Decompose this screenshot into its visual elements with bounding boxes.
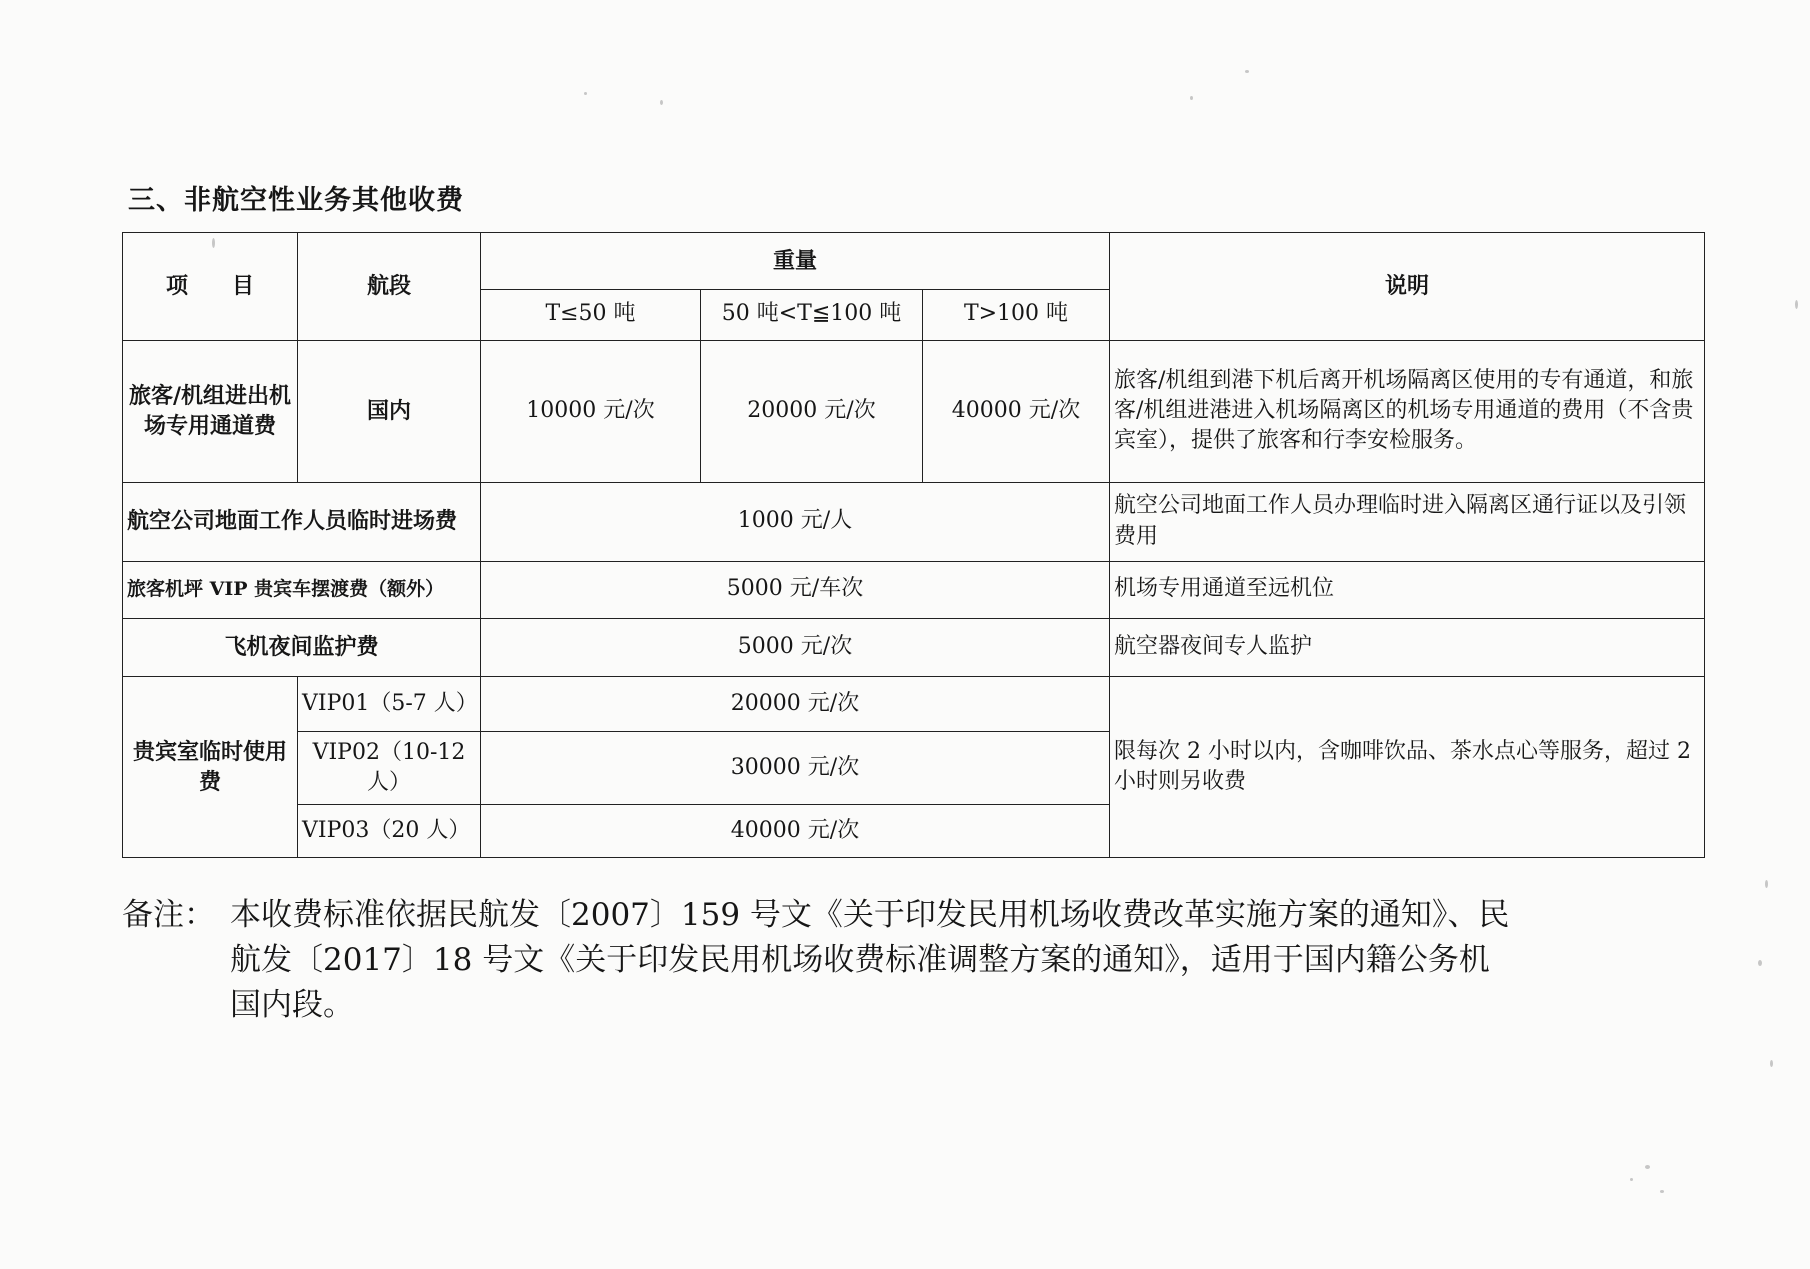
- remark-line: 本收费标准依据民航发〔2007〕159 号文《关于印发民用机场收费改革实施方案的通知》、民: [230, 897, 1510, 933]
- vip-room-value: 30000 元/次: [481, 732, 1110, 805]
- header-note: 说明: [1110, 233, 1705, 341]
- scan-speck: [1758, 960, 1762, 966]
- scan-speck: [660, 100, 663, 105]
- header-item: 项 目: [123, 233, 298, 341]
- table-row: [123, 482, 1705, 561]
- table-row: [123, 677, 1705, 732]
- scan-speck: [1660, 1190, 1664, 1193]
- scan-speck: [1770, 1060, 1773, 1067]
- scan-speck: [1795, 300, 1798, 309]
- header-weight-tier-3: T>100 吨: [923, 289, 1110, 340]
- fee-item-name: 航空公司地面工作人员临时进场费: [123, 482, 481, 561]
- remark-line: 航发〔2017〕18 号文《关于印发民用机场收费标准调整方案的通知》，适用于国内籍公务机: [230, 942, 1490, 978]
- fee-item-name: 飞机夜间监护费: [123, 618, 481, 677]
- vip-note: 限每次 2 小时以内，含咖啡饮品、茶水点心等服务，超过 2 小时则另收费: [1110, 677, 1705, 858]
- fee-note: 航空公司地面工作人员办理临时进入隔离区通行证以及引领费用: [1110, 482, 1705, 561]
- fee-value-tier-1: 10000 元/次: [481, 340, 701, 482]
- header-weight-tier-1: T≤50 吨: [481, 289, 701, 340]
- vip-room-value: 20000 元/次: [481, 677, 1110, 732]
- vip-item-name: 贵宾室临时使用费: [123, 677, 298, 858]
- fee-value: 5000 元/车次: [481, 561, 1110, 618]
- vip-room-value: 40000 元/次: [481, 805, 1110, 858]
- scan-speck: [1645, 1165, 1650, 1169]
- header-segment: 航段: [298, 233, 481, 341]
- scan-speck: [584, 92, 587, 95]
- header-weight: 重量: [481, 233, 1110, 290]
- table-row: [123, 340, 1705, 482]
- fee-item-name: 旅客/机组进出机场专用通道费: [123, 340, 298, 482]
- vip-room-name: VIP01（5-7 人）: [298, 677, 481, 732]
- fee-value-tier-3: 40000 元/次: [923, 340, 1110, 482]
- header-row: [123, 233, 1705, 290]
- fee-note: 机场专用通道至远机位: [1110, 561, 1705, 618]
- scan-speck: [1630, 1178, 1633, 1181]
- vip-room-name: VIP03（20 人）: [298, 805, 481, 858]
- remark-label: 备注：: [122, 897, 215, 933]
- fee-table: [122, 232, 1705, 858]
- fee-value-tier-2: 20000 元/次: [701, 340, 923, 482]
- fee-note: 航空器夜间专人监护: [1110, 618, 1705, 677]
- fee-segment: 国内: [298, 340, 481, 482]
- table-row: [123, 561, 1705, 618]
- vip-room-name: VIP02（10-12 人）: [298, 732, 481, 805]
- fee-item-name: 旅客机坪 VIP 贵宾车摆渡费（额外）: [123, 561, 481, 618]
- scan-speck: [1190, 96, 1193, 100]
- header-weight-tier-2: 50 吨<T≦100 吨: [701, 289, 923, 340]
- scan-speck: [1765, 880, 1768, 888]
- fee-note: 旅客/机组到港下机后离开机场隔离区使用的专有通道，和旅客/机组进港进入机场隔离区的机场专用通道的费用（不含贵宾室），提供了旅客和行李安检服务。: [1110, 340, 1705, 482]
- remark-line: 国内段。: [230, 987, 354, 1023]
- table-row: [123, 618, 1705, 677]
- fee-value: 5000 元/次: [481, 618, 1110, 677]
- scan-speck: [1245, 70, 1249, 73]
- section-heading: 三、非航空性业务其他收费: [128, 185, 464, 216]
- fee-value: 1000 元/人: [481, 482, 1110, 561]
